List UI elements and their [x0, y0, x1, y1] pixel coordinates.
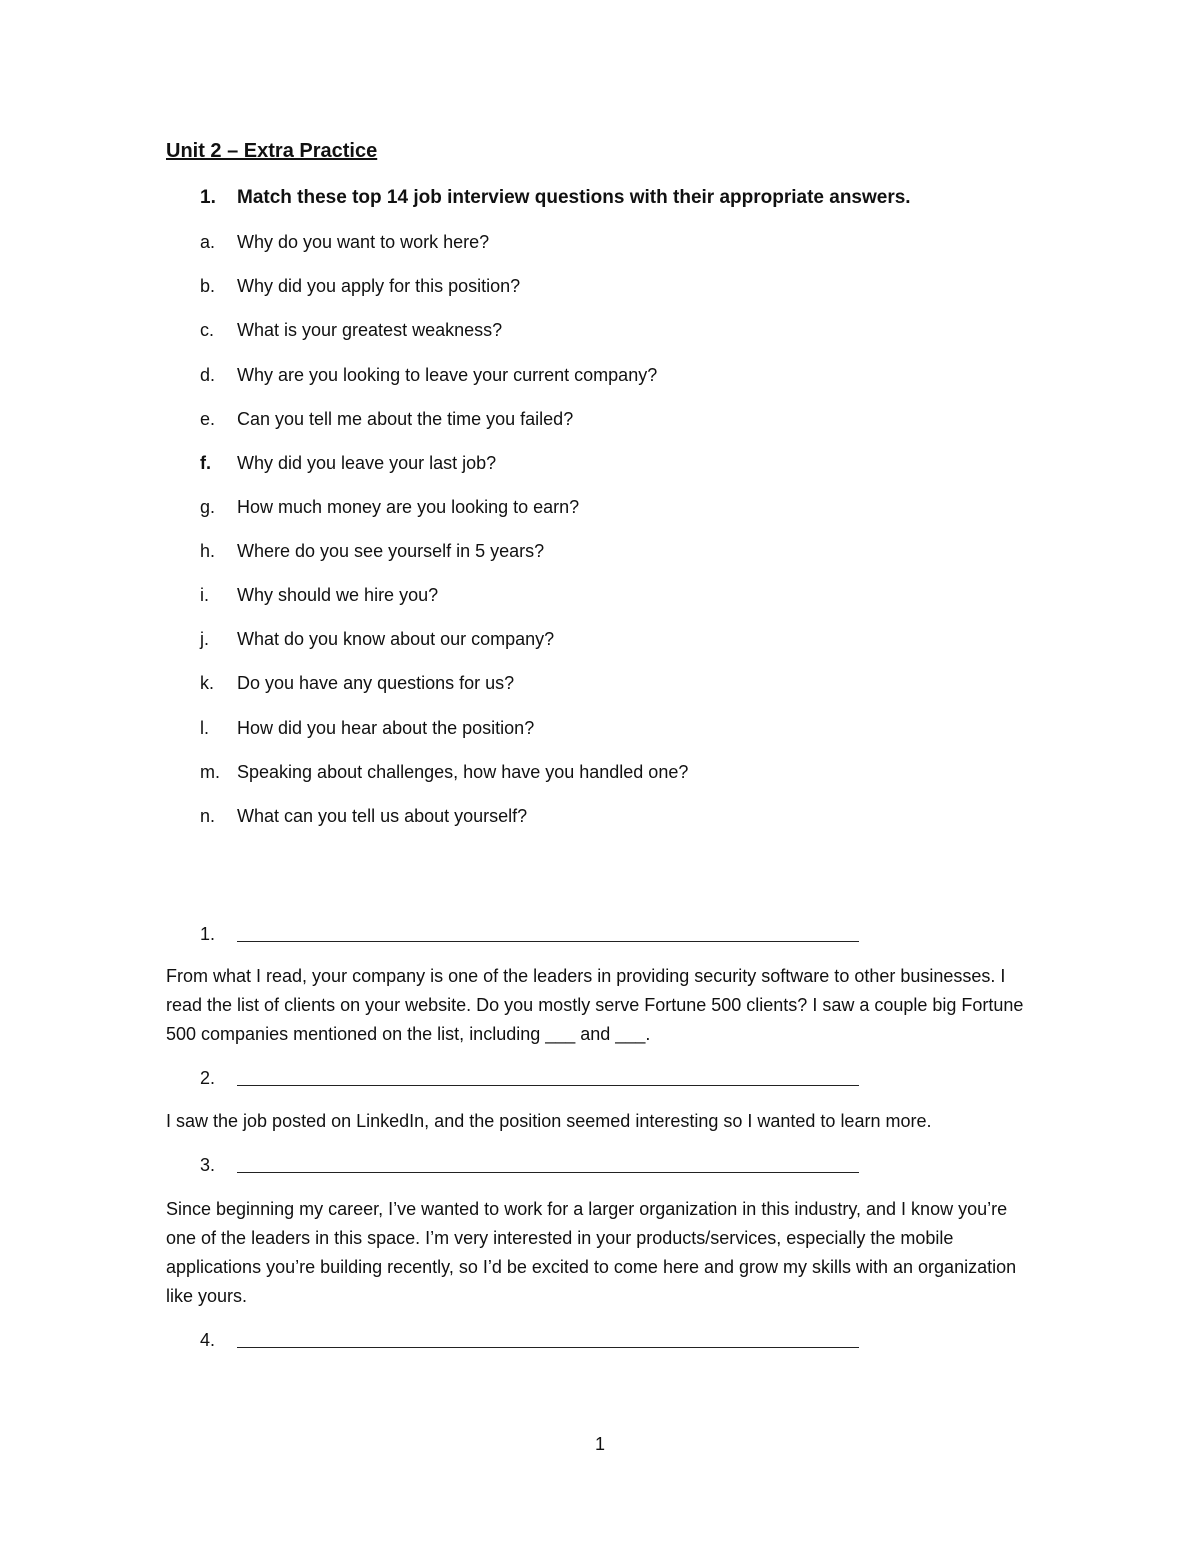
answer-text: Since beginning my career, I’ve wanted to work for a larger organization in this industry, and I know you’re one of the leaders in this space. I’m very interested in your products/services, especially the mobile applications you’re building recently, so I’d be excited to come here and grow my skills with an organization like yours. [166, 1199, 1017, 1306]
question-letter: i. [200, 585, 209, 605]
question-text: Why should we hire you? [237, 585, 439, 605]
question-letter: l. [200, 718, 209, 738]
question-letter: c. [200, 320, 215, 340]
page-title: Unit 2 – Extra Practice [166, 140, 378, 162]
question-letter: b. [200, 276, 216, 296]
answer-text: I saw the job posted on LinkedIn, and the position seemed interesting so I wanted to learn more. [166, 1111, 932, 1131]
question-letter: k. [200, 673, 215, 693]
question-text: Do you have any questions for us? [237, 673, 515, 693]
question-letter: e. [200, 409, 216, 429]
answer-blank[interactable] [237, 920, 859, 948]
instruction-number: 1. [200, 187, 216, 208]
question-text: What do you know about our company? [237, 629, 555, 649]
question-text: Can you tell me about the time you failed? [237, 409, 574, 429]
question-letter: a. [200, 232, 216, 252]
page-number: 1 [594, 1434, 605, 1454]
question-text: Speaking about challenges, how have you handled one? [237, 762, 689, 782]
question-text: How much money are you looking to earn? [237, 497, 580, 517]
blank-underline [237, 1347, 859, 1348]
blank-underline [237, 941, 859, 942]
answer-number: 4. [200, 1330, 216, 1350]
answer-number: 3. [200, 1155, 216, 1175]
answer-number: 2. [200, 1068, 216, 1088]
blank-underline [237, 1172, 859, 1173]
question-letter: g. [200, 497, 216, 517]
question-letter: f. [200, 453, 211, 473]
question-text: What is your greatest weakness? [237, 320, 503, 340]
question-letter: j. [200, 629, 209, 649]
question-letter: d. [200, 365, 216, 385]
blank-underline [237, 1085, 859, 1086]
answer-text: From what I read, your company is one of the leaders in providing security software to other businesses. I read the list of clients on your website. Do you mostly serve Fortune 500 clients? I saw a couple big Fortune 500 companies mentioned on the list, including ___ and ___. [166, 966, 1024, 1044]
question-text: Why do you want to work here? [237, 232, 490, 252]
instruction-text: Match these top 14 job interview questions with their appropriate answers. [237, 187, 911, 208]
question-letter: h. [200, 541, 216, 561]
question-text: What can you tell us about yourself? [237, 806, 528, 826]
answer-blank[interactable] [237, 1151, 859, 1179]
answer-number: 1. [200, 924, 216, 944]
question-text: Where do you see yourself in 5 years? [237, 541, 545, 561]
question-letter: n. [200, 806, 216, 826]
answer-blank[interactable] [237, 1064, 859, 1092]
question-text: Why did you leave your last job? [237, 453, 497, 473]
question-letter: m. [200, 762, 220, 782]
answer-blank[interactable] [237, 1326, 859, 1354]
question-text: Why are you looking to leave your current company? [237, 365, 658, 385]
question-text: Why did you apply for this position? [237, 276, 521, 296]
question-text: How did you hear about the position? [237, 718, 535, 738]
